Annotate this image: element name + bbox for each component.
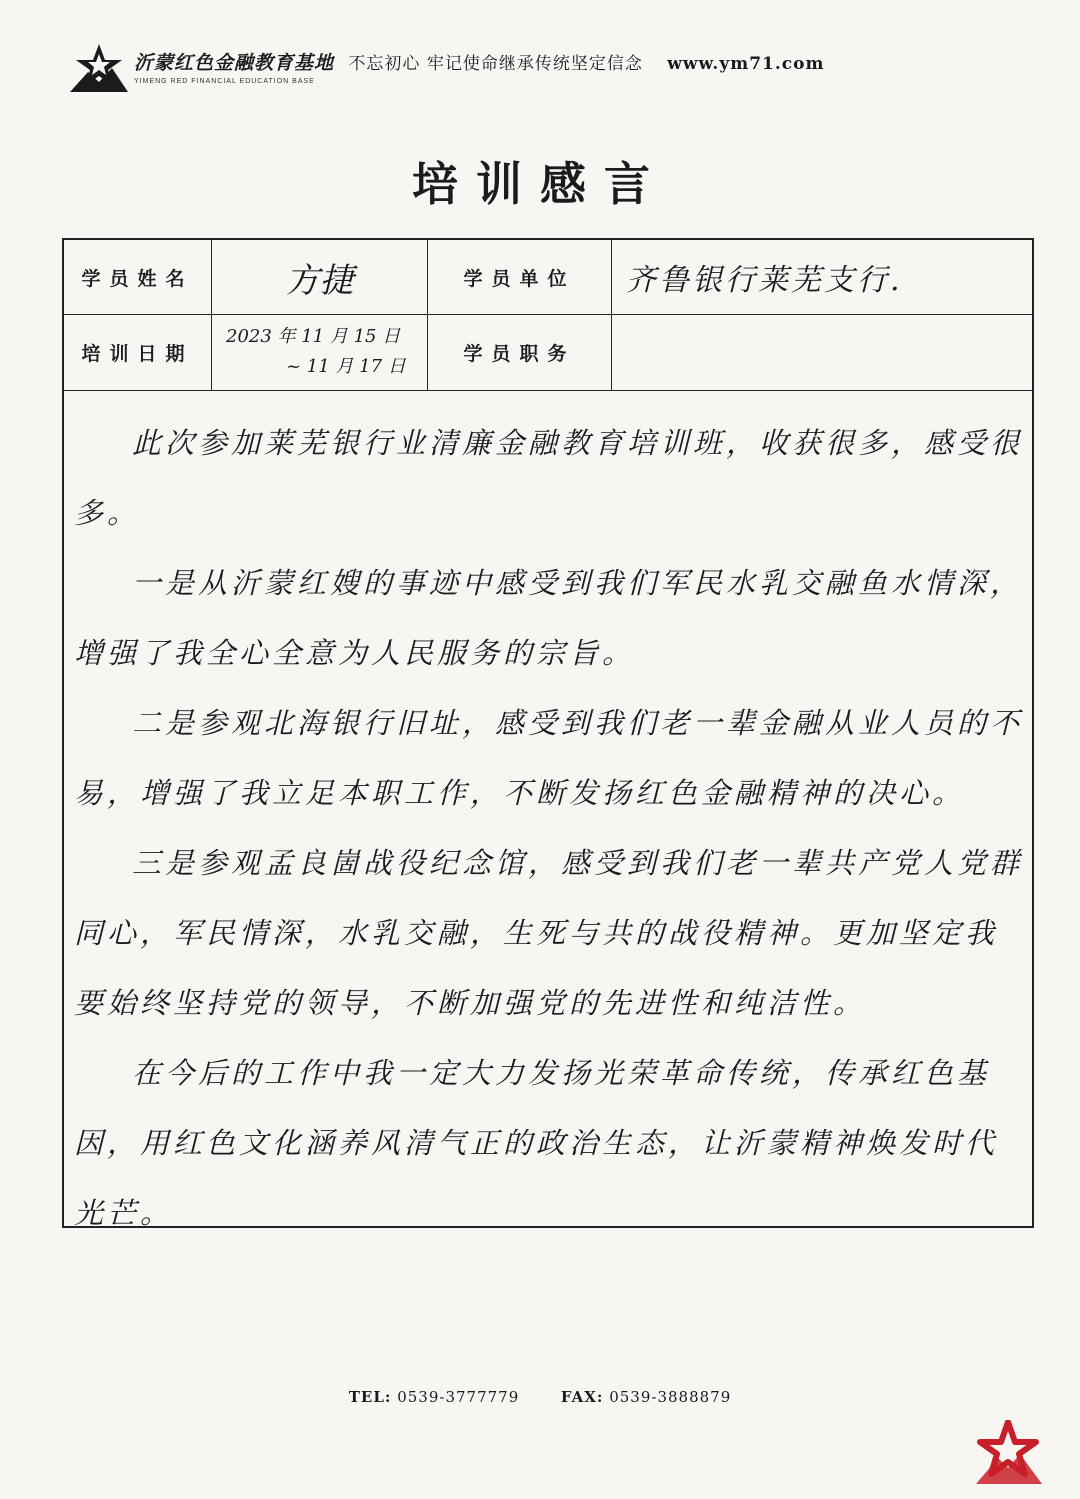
position-label-cell (428, 314, 612, 390)
letterhead (70, 38, 1010, 98)
unit-label: 学员单位 (463, 267, 576, 290)
fax-label: FAX: (560, 1388, 604, 1406)
page-title: 培训感言 (412, 157, 668, 211)
date-label: 培训日期 (81, 342, 194, 365)
reflection-body (74, 408, 1024, 1248)
date-value-cell (212, 314, 428, 390)
fax-number: 0539-3888879 (609, 1388, 732, 1406)
paragraph-one: 一是从沂蒙红嫂的事迹中感受到我们军民水乳交融鱼水情深，增强了我全心全意为人民服务的宗旨。 (74, 566, 1024, 670)
unit-value-cell (612, 240, 1032, 314)
date-end: ~ 11 月 17 日 (286, 356, 406, 377)
name-label: 学员姓名 (81, 267, 194, 290)
unit-label-cell (428, 240, 612, 314)
tel-number: 0539-3777779 (397, 1388, 520, 1406)
red-star-watermark-icon (972, 1420, 1044, 1486)
tel-label: TEL: (348, 1388, 392, 1406)
position-label: 学员职务 (463, 342, 576, 365)
footer-contact (0, 1388, 1080, 1406)
paragraph-two: 二是参观北海银行旧址，感受到我们老一辈金融从业人员的不易，增强了我立足本职工作，不断发扬红色金融精神的决心。 (74, 706, 1024, 810)
website: www.ym71.com (667, 54, 825, 74)
org-english: YIMENG RED FINANCIAL EDUCATION BASE (134, 78, 315, 85)
name-value: 方捷 (285, 260, 354, 301)
slogan: 不忘初心 牢记使命继承传统坚定信念 (348, 54, 643, 74)
red-star-mountain-logo (70, 42, 128, 92)
form-row-date (64, 314, 1032, 391)
org-name: 沂蒙红色金融教育基地 (134, 52, 335, 74)
letterhead-text (134, 48, 824, 75)
name-label-cell (64, 240, 212, 314)
paragraph-three: 三是参观孟良崮战役纪念馆，感受到我们老一辈共产党人党群同心，军民情深，水乳交融，生死与共的战役精神。更加坚定我要始终坚持党的领导，不断加强党的先进性和纯洁性。 (74, 846, 1024, 1020)
position-value-cell (612, 314, 1032, 390)
form-row-name (64, 240, 1032, 315)
paragraph-intro: 此次参加莱芜银行业清廉金融教育培训班，收获很多，感受很多。 (74, 426, 1024, 530)
date-start: 2023 年 11 月 15 日 (226, 326, 401, 347)
name-value-cell (212, 240, 428, 314)
date-label-cell (64, 314, 212, 390)
training-form (62, 238, 1034, 1228)
paragraph-closing: 在今后的工作中我一定大力发扬光荣革命传统，传承红色基因，用红色文化涵养风清气正的政治生态，让沂蒙精神焕发时代光芒。 (74, 1056, 999, 1230)
unit-value: 齐鲁银行莱芜支行. (626, 263, 903, 298)
